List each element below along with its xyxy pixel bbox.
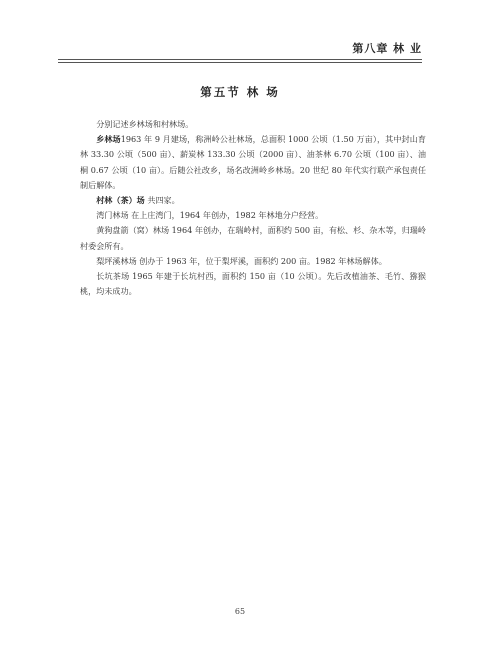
body-text <box>80 117 426 299</box>
paragraph-township-forest-farm <box>80 132 426 193</box>
paragraph-liping: 梨坪溪林场 创办于 1963 年，位于梨坪溪，面积约 200 亩。1982 年林场解体。 <box>96 255 387 266</box>
section-title: 第五节 林 场 <box>200 85 280 99</box>
header-rule-bottom <box>58 62 422 63</box>
running-header: 第八章 林 业 <box>352 42 422 55</box>
paragraph-intro: 分别记述乡林场和村林场。 <box>96 119 194 129</box>
term-village-forest-farm: 村林（茶）场 <box>96 195 145 206</box>
paragraph-changkeng: 长坑茶场 1965 年建于长坑村西，面积约 150 亩（10 公顷）。先后改植油茶、毛竹、猕猴桃，均未成功。 <box>80 271 426 297</box>
township-forest-farm-text: 1963 年 9 月建场，称洲岭公社林场，总面积 1000 公顷（1.50 万亩），其中封山育林 33.30 公顷（500 亩）、薪炭林 133.30 公顷（2000 亩）、油茶林 6.70 公顷（100 亩）、油桐 0.67 公顷（10 亩）。后随公社改乡，场名改洲岭乡林场。20 世纪 80 年代实行联产承包责任制后解体。 <box>80 134 426 190</box>
paragraph-huanggou: 黄狗盘箭（窝）林场 1964 年创办，在瑞岭村，面积约 500 亩，有松、杉、杂木等，归瑞岭村委会所有。 <box>80 225 426 251</box>
paragraph-wanmen: 湾门林场 在上庄湾门，1964 年创办，1982 年林地分户经营。 <box>96 210 324 221</box>
village-forest-farm-text: 共四家。 <box>147 195 180 206</box>
page-number: 65 <box>234 607 246 616</box>
term-township-forest-farm: 乡林场 <box>96 134 121 145</box>
header-rule-top <box>58 59 422 60</box>
paragraph-village-forest-farm <box>80 193 426 208</box>
